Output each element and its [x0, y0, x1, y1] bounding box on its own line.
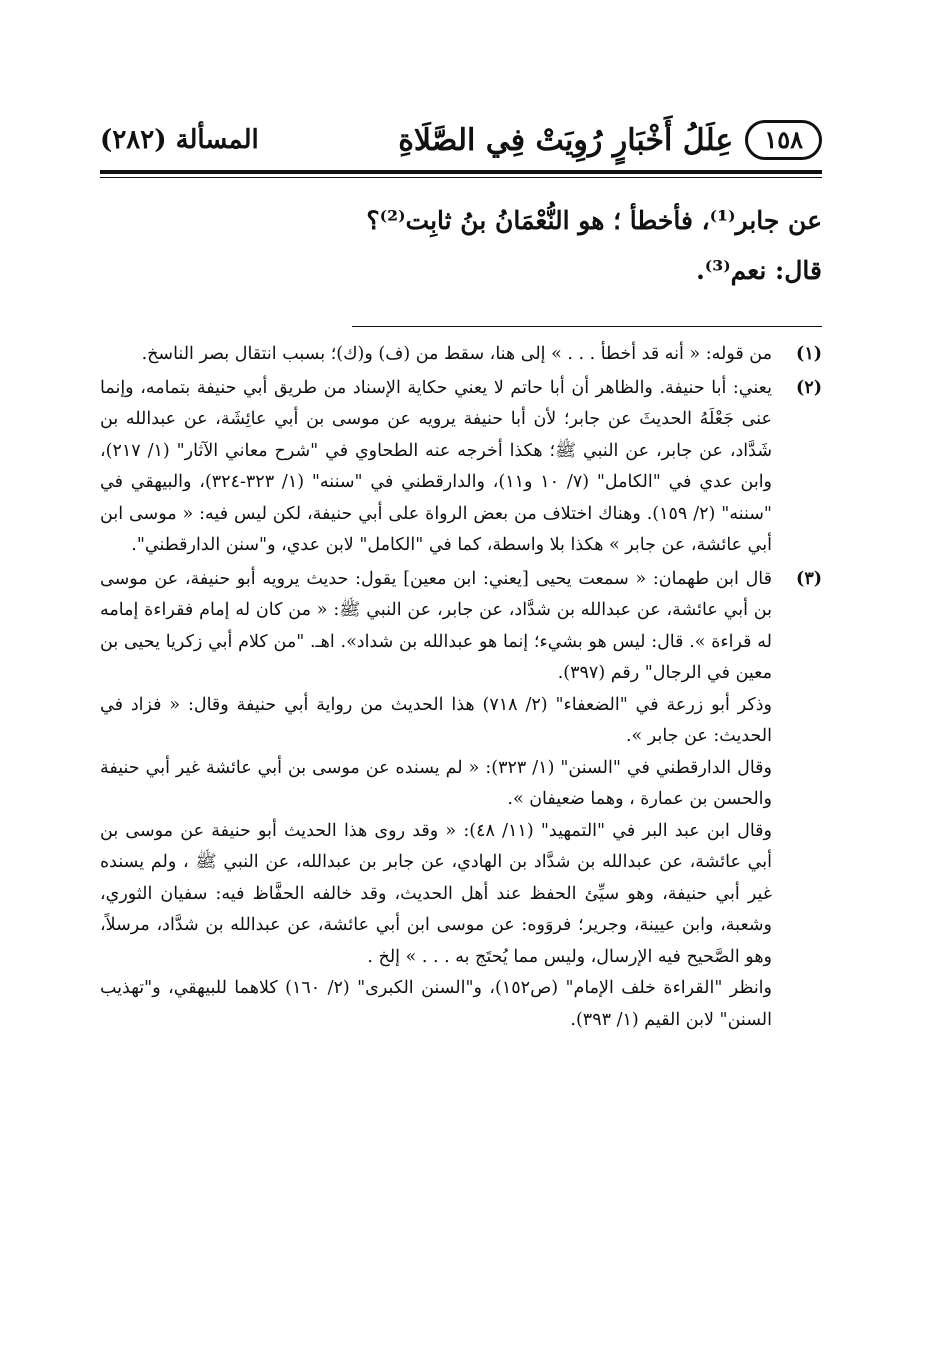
header-rule-thin	[100, 177, 822, 178]
book-title: عِلَلُ أَخْبَارٍ رُوِيَتْ فِي الصَّلَاةِ	[398, 122, 734, 158]
header-rule-thick	[100, 170, 822, 174]
footnote-number: (١)	[796, 344, 822, 364]
main-line-2	[100, 246, 822, 296]
footnote-body	[100, 373, 772, 562]
footnote-2	[100, 373, 822, 562]
main-line-1: عن جابر⁽¹⁾، فأخطأ ؛ هو النُّعْمَانُ بنُ ثابِت⁽²⁾؟	[366, 206, 822, 235]
footnote-number: (٢)	[796, 377, 822, 398]
footnote-paragraph: وانظر "القراءة خلف الإمام" (ص١٥٢)، و"السنن الكبرى" (٢/ ١٦٠) كلاهما للبيهقي، و"تهذيب السنن" لابن القيم (١/ ٣٩٣).	[100, 978, 772, 1030]
footnote-paragraph: وذكر أبو زرعة في "الضعفاء" (٢/ ٧١٨) هذا الحديث من رواية أبي حنيفة وقال: « فزاد في الحديث: عن جابر ».	[100, 694, 772, 746]
footnote-paragraph: وقال ابن عبد البر في "التمهيد" (١١/ ٤٨): « وقد روى هذا الحديث أبو حنيفة عن موسى بن أبي عائشة، عن عبدالله بن شدَّاد بن الهادي، عن جابر بن عبدالله، عن النبي ﷺ ، ولم يسنده غير أبي حنيفة، وهو سيِّئ الحفظ عند أهل الحديث، وقد خالفه الحفَّاظ فيه: سفيان الثوري، وشعبة، وابن عيينة، وجرير؛ فروَوه: عن موسى ابن أبي عائشة، عن عبدالله بن شدَّاد، مرسلاً، وهو الصَّحيح فيه الإرسال، وليس مما يُحتَج به . . . » إلخ .	[100, 820, 772, 967]
header-right-group	[398, 120, 822, 160]
footnote-paragraph: وقال الدارقطني في "السنن" (١/ ٣٢٣): « لم يسنده عن موسى بن أبي عائشة غير أبي حنيفة والحسن بن عمارة ، وهما ضعيفان ».	[100, 757, 772, 809]
issue-title: المسألة (٢٨٢)	[100, 125, 259, 155]
main-line-2-label: قال:	[775, 256, 822, 285]
page	[100, 112, 822, 1038]
footnote-number: (٣)	[796, 568, 822, 589]
running-header	[100, 112, 822, 168]
main-text	[100, 196, 822, 296]
footnote-1	[100, 339, 822, 371]
footnote-body	[100, 564, 772, 1037]
footnote-paragraph: من قوله: « أنه قد أخطأ . . . » إلى هنا، سقط من (ف) و(ك)؛ بسبب انتقال بصر الناسخ.	[141, 344, 772, 364]
main-line-2-text: نعم⁽³⁾.	[696, 256, 767, 285]
footnote-paragraph: قال ابن طهمان: « سمعت يحيى [يعني: ابن معين] يقول: حديث يرويه أبو حنيفة، عن موسى بن أبي عائشة، عن عبدالله بن شدَّاد، عن جابر، عن النبي ﷺ: « من كان له إمام فقراءة إمامه له قراءة ». قال: ليس هو بشيء؛ إنما هو عبدالله بن شداد». اهـ. "من كلام أبي زكريا يحيى بن معين في الرجال" رقم (٣٩٧).	[100, 568, 772, 683]
footnote-separator	[352, 326, 822, 327]
footnote-body	[100, 339, 772, 371]
footnotes	[100, 339, 822, 1036]
footnote-3	[100, 564, 822, 1037]
page-number: ١٥٨	[745, 120, 822, 160]
footnote-paragraph: يعني: أبا حنيفة. والظاهر أن أبا حاتم لا يعني حكاية الإسناد من طريق أبي حنيفة بتمامه، وإنما عنى جَعْلَهُ الحديثَ عن جابر؛ لأن أبا حنيفة يرويه عن موسى بن أبي عائِشَة، عن عبدالله بن شَدَّاد، عن جابر، عن النبي ﷺ؛ هكذا أخرجه عنه الطحاوي في "شرح معاني الآثار" (١/ ٢١٧)، وابن عدي في "الكامل" (٧/ ١٠ و١١)، والدارقطني في "سننه" (١/ ٣٢٣-٣٢٤)، والبيهقي في "سننه" (٢/ ١٥٩). وهناك اختلاف من بعض الرواة على أبي حنيفة، لكن ليس فيه: « موسى ابن أبي عائشة، عن جابر » هكذا بلا واسطة، كما في "الكامل" لابن عدي، و"سنن الدارقطني".	[100, 377, 773, 555]
